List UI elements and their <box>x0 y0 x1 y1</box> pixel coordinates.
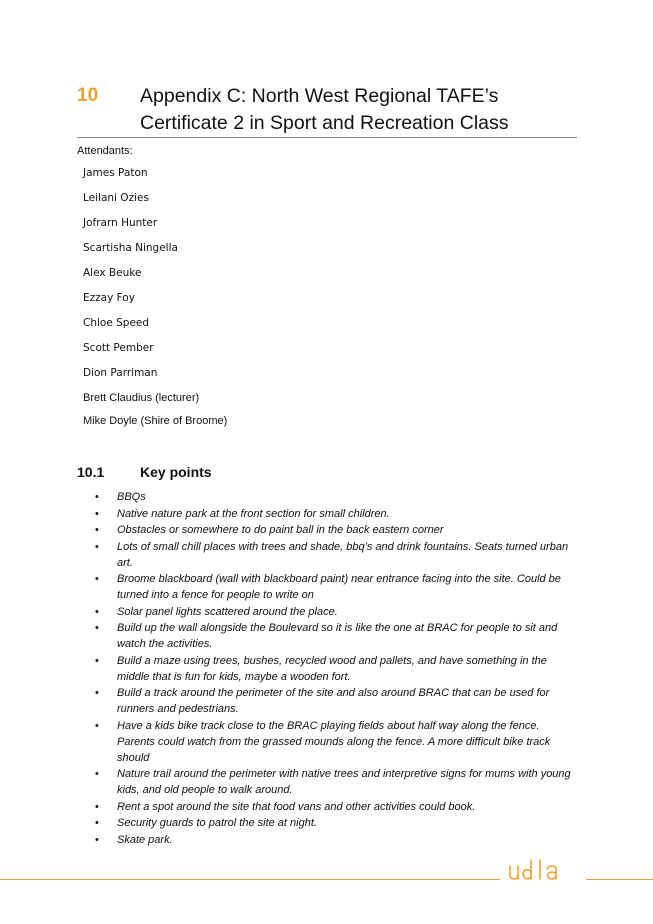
bullet-icon: • <box>95 573 99 585</box>
list-item <box>95 489 573 505</box>
key-point-text: Build a track around the perimeter of the site and also around BRAC that can be used for runners and pedestrians. <box>117 687 550 715</box>
attendant-name: James Paton <box>83 167 148 179</box>
key-point-text: Have a kids bike track close to the BRAC playing fields about half way along the fence. Parents could watch from the grassed mounds along the fence. A more difficult bike track should <box>117 719 551 764</box>
subsection-title: Key points <box>140 464 212 480</box>
attendants-list <box>83 164 227 435</box>
key-point-text: Nature trail around the perimeter with native trees and interpretive signs for mums with young kids, and old people to walk around. <box>117 768 571 796</box>
heading-divider <box>77 137 577 138</box>
page-title: Appendix C: North West Regional TAFE’s Certificate 2 in Sport and Recreation Class <box>140 85 509 134</box>
list-item <box>95 506 573 522</box>
attendant-name: Mike Doyle (Shire of Broome) <box>83 415 228 427</box>
list-item <box>95 799 573 815</box>
bullet-icon: • <box>95 622 99 634</box>
bullet-icon: • <box>95 524 99 536</box>
attendant-name: Chloe Speed <box>83 317 150 329</box>
attendants-label: Attendants: <box>77 145 133 157</box>
list-item <box>95 522 573 538</box>
list-item <box>95 685 573 717</box>
bullet-icon: • <box>95 800 99 813</box>
list-item <box>95 832 573 848</box>
bullet-icon: • <box>95 687 99 699</box>
key-point-text: Solar panel lights scattered around the place. <box>117 605 338 618</box>
attendant-name: Leilani Ozies <box>83 192 149 204</box>
bullet-icon: • <box>95 833 99 846</box>
subsection-number: 10.1 <box>77 464 105 480</box>
bullet-icon: • <box>95 507 99 520</box>
attendant-name: Jofrarn Hunter <box>83 217 158 229</box>
attendant-name: Dion Parriman <box>83 367 158 379</box>
bullet-icon: • <box>95 491 99 503</box>
attendant-name: Scartisha Ningella <box>83 242 178 254</box>
key-points-list <box>95 489 573 848</box>
list-item <box>95 766 573 798</box>
list-item <box>95 604 573 620</box>
bullet-icon: • <box>95 719 99 732</box>
key-point-text: Broome blackboard (wall with blackboard paint) near entrance facing into the site. Could be turned into a fence for people to write on <box>117 573 561 601</box>
key-point-text: Build up the wall alongside the Boulevard so it is like the one at BRAC for people to sit and watch the activities. <box>117 622 558 650</box>
bullet-icon: • <box>95 540 99 553</box>
section-number: 10 <box>77 85 99 106</box>
attendant-name: Alex Beuke <box>83 267 142 279</box>
bullet-icon: • <box>95 817 99 829</box>
bullet-icon: • <box>95 654 99 667</box>
attendant-name: Brett Claudius (lecturer) <box>83 392 200 404</box>
attendant-name: Scott Pember <box>83 342 154 354</box>
list-item <box>95 539 573 571</box>
key-point-text: Rent a spot around the site that food vans and other activities could book. <box>117 800 476 813</box>
key-point-text: Lots of small chill places with trees and shade, bbq’s and drink fountains. Seats turned urban art. <box>117 540 569 569</box>
list-item <box>95 815 573 831</box>
list-item <box>95 718 573 766</box>
key-point-text: Obstacles or somewhere to do paint ball in the back eastern corner <box>117 524 444 536</box>
udla-logo <box>500 856 586 886</box>
key-point-text: Skate park. <box>117 833 173 846</box>
key-point-text: Build a maze using trees, bushes, recycled wood and pallets, and have something in the middle that is fun for kids, maybe a wooden fort. <box>117 654 547 683</box>
list-item <box>95 571 573 603</box>
key-point-text: Native nature park at the front section for small children. <box>117 507 390 520</box>
udla-logo-icon <box>500 856 586 886</box>
attendant-name: Ezzay Foy <box>83 292 135 304</box>
list-item <box>95 653 573 685</box>
list-item <box>95 620 573 652</box>
bullet-icon: • <box>95 605 99 618</box>
key-point-text: Security guards to patrol the site at night. <box>117 817 317 829</box>
bullet-icon: • <box>95 768 99 780</box>
key-point-text: BBQs <box>117 491 146 503</box>
